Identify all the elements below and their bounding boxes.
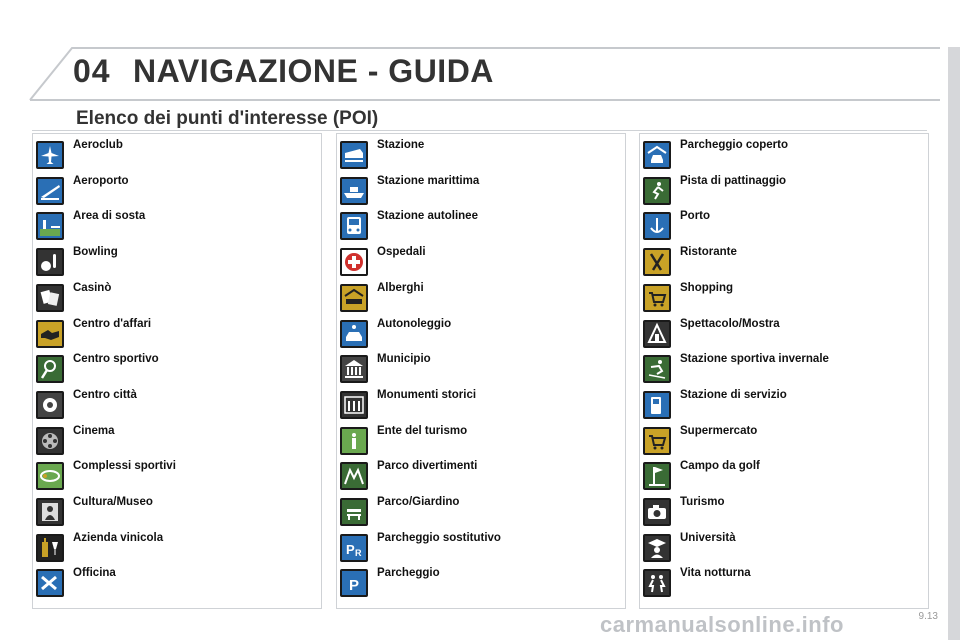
list-item (640, 420, 928, 456)
chapter-number: 04 (73, 53, 111, 89)
poi-label: Aeroclub (73, 139, 123, 151)
poi-column-2 (336, 133, 626, 609)
airport-icon (36, 177, 64, 205)
poi-label: Monumenti storici (377, 388, 477, 401)
parking-icon (340, 569, 368, 597)
section-divider (32, 130, 927, 131)
list-item (640, 205, 928, 241)
camera-icon (643, 498, 671, 526)
list-item (337, 313, 625, 349)
list-item (33, 277, 321, 313)
poi-label: Municipio (377, 353, 431, 366)
poi-column-3 (639, 133, 929, 609)
skier-icon (643, 355, 671, 383)
poi-label: Stazione di servizio (680, 388, 787, 401)
stadium-icon (36, 462, 64, 490)
list-item (337, 420, 625, 456)
list-item (33, 241, 321, 277)
list-item (640, 241, 928, 277)
list-item (337, 491, 625, 527)
list-item (640, 384, 928, 420)
train-icon (340, 141, 368, 169)
monument-icon (340, 391, 368, 419)
poi-label: Vita notturna (680, 567, 751, 580)
town-hall-icon (340, 355, 368, 383)
list-item (337, 348, 625, 384)
list-item (640, 170, 928, 206)
poi-label: Campo da golf (680, 460, 760, 473)
poi-label: Spettacolo/Mostra (680, 317, 780, 330)
list-item (33, 491, 321, 527)
list-item (33, 420, 321, 456)
fuel-pump-icon (643, 391, 671, 419)
poi-label: Stazione sportiva invernale (680, 353, 829, 366)
poi-label: Cinema (73, 424, 115, 437)
poi-label: Stazione marittima (377, 174, 480, 187)
list-item (640, 455, 928, 491)
info-icon (340, 427, 368, 455)
list-item (33, 348, 321, 384)
bus-icon (340, 212, 368, 240)
film-reel-icon (36, 427, 64, 455)
poi-label: Area di sosta (73, 210, 146, 223)
poi-label: Parcheggio (377, 567, 440, 580)
poi-label: Pista di pattinaggio (680, 174, 787, 187)
city-center-icon (36, 391, 64, 419)
poi-label: Parcheggio coperto (680, 139, 788, 151)
skating-icon (643, 177, 671, 205)
anchor-icon (643, 212, 671, 240)
list-item (337, 205, 625, 241)
list-item (33, 455, 321, 491)
list-item (33, 313, 321, 349)
poi-label: Porto (680, 210, 711, 223)
list-item (337, 384, 625, 420)
poi-label: Complessi sportivi (73, 460, 176, 473)
poi-label: Autonoleggio (377, 317, 452, 330)
park-and-ride-icon (340, 534, 368, 562)
side-bar (948, 47, 960, 640)
list-item (33, 527, 321, 563)
poi-label: Turismo (680, 496, 725, 508)
plane-icon (36, 141, 64, 169)
bowling-icon (36, 248, 64, 276)
list-item (337, 170, 625, 206)
list-item (33, 562, 321, 598)
list-item (337, 134, 625, 170)
poi-label: Alberghi (377, 281, 424, 294)
page-number: 9.13 (918, 611, 938, 622)
poi-label: Ospedali (377, 246, 426, 259)
poi-label: Centro sportivo (73, 353, 159, 366)
sports-center-icon (36, 355, 64, 383)
poi-label: Centro città (73, 388, 137, 401)
poi-label: Stazione autolinee (377, 210, 478, 223)
poi-label: Ristorante (680, 246, 737, 259)
poi-label: Centro d'affari (73, 317, 152, 330)
poi-label: Stazione (377, 139, 425, 151)
list-item (640, 313, 928, 349)
poi-label: Supermercato (680, 424, 758, 437)
rest-area-icon (36, 212, 64, 240)
chapter-title: NAVIGAZIONE - GUIDA (133, 53, 494, 89)
poi-label: Parcheggio sostitutivo (377, 531, 501, 544)
list-item (640, 491, 928, 527)
graduate-icon (643, 534, 671, 562)
list-item (640, 527, 928, 563)
svg-text:R: R (355, 547, 362, 558)
svg-text:P: P (349, 577, 360, 595)
poi-label: Azienda vinicola (73, 531, 164, 544)
cards-icon (36, 284, 64, 312)
poi-label: Aeroporto (73, 174, 129, 187)
list-item (640, 562, 928, 598)
shopping-cart-icon (643, 284, 671, 312)
list-item (640, 277, 928, 313)
watermark: carmanualsonline.info (600, 612, 844, 637)
poi-label: Bowling (73, 246, 118, 259)
list-item (337, 241, 625, 277)
supermarket-cart-icon (643, 427, 671, 455)
wrench-icon (36, 569, 64, 597)
handshake-icon (36, 320, 64, 348)
poi-label: Cultura/Museo (73, 496, 153, 508)
hospital-cross-icon (340, 248, 368, 276)
list-item (33, 170, 321, 206)
wine-icon (36, 534, 64, 562)
list-item (337, 455, 625, 491)
list-item (640, 348, 928, 384)
poi-label: Casinò (73, 281, 112, 294)
painting-icon (36, 498, 64, 526)
golf-flag-icon (643, 462, 671, 490)
poi-column-1 (32, 133, 322, 609)
fork-knife-icon (643, 248, 671, 276)
list-item (640, 134, 928, 170)
list-item (33, 384, 321, 420)
amusement-park-icon (340, 462, 368, 490)
poi-label: Parco/Giardino (377, 496, 460, 508)
list-item (33, 205, 321, 241)
hotel-bed-icon (340, 284, 368, 312)
car-rental-icon (340, 320, 368, 348)
poi-label: Università (680, 531, 736, 544)
poi-label: Ente del turismo (377, 424, 468, 437)
list-item (33, 134, 321, 170)
section-title: Elenco dei punti d'interesse (POI) (76, 108, 379, 129)
poi-label: Shopping (680, 281, 734, 294)
poi-label: Officina (73, 567, 116, 580)
poi-label: Parco divertimenti (377, 460, 478, 473)
list-item (337, 277, 625, 313)
nightlife-icon (643, 569, 671, 597)
list-item (337, 527, 625, 563)
park-bench-icon (340, 498, 368, 526)
list-item (337, 562, 625, 598)
svg-text:P: P (346, 541, 355, 557)
theatre-icon (643, 320, 671, 348)
ferry-icon (340, 177, 368, 205)
covered-parking-icon (643, 141, 671, 169)
